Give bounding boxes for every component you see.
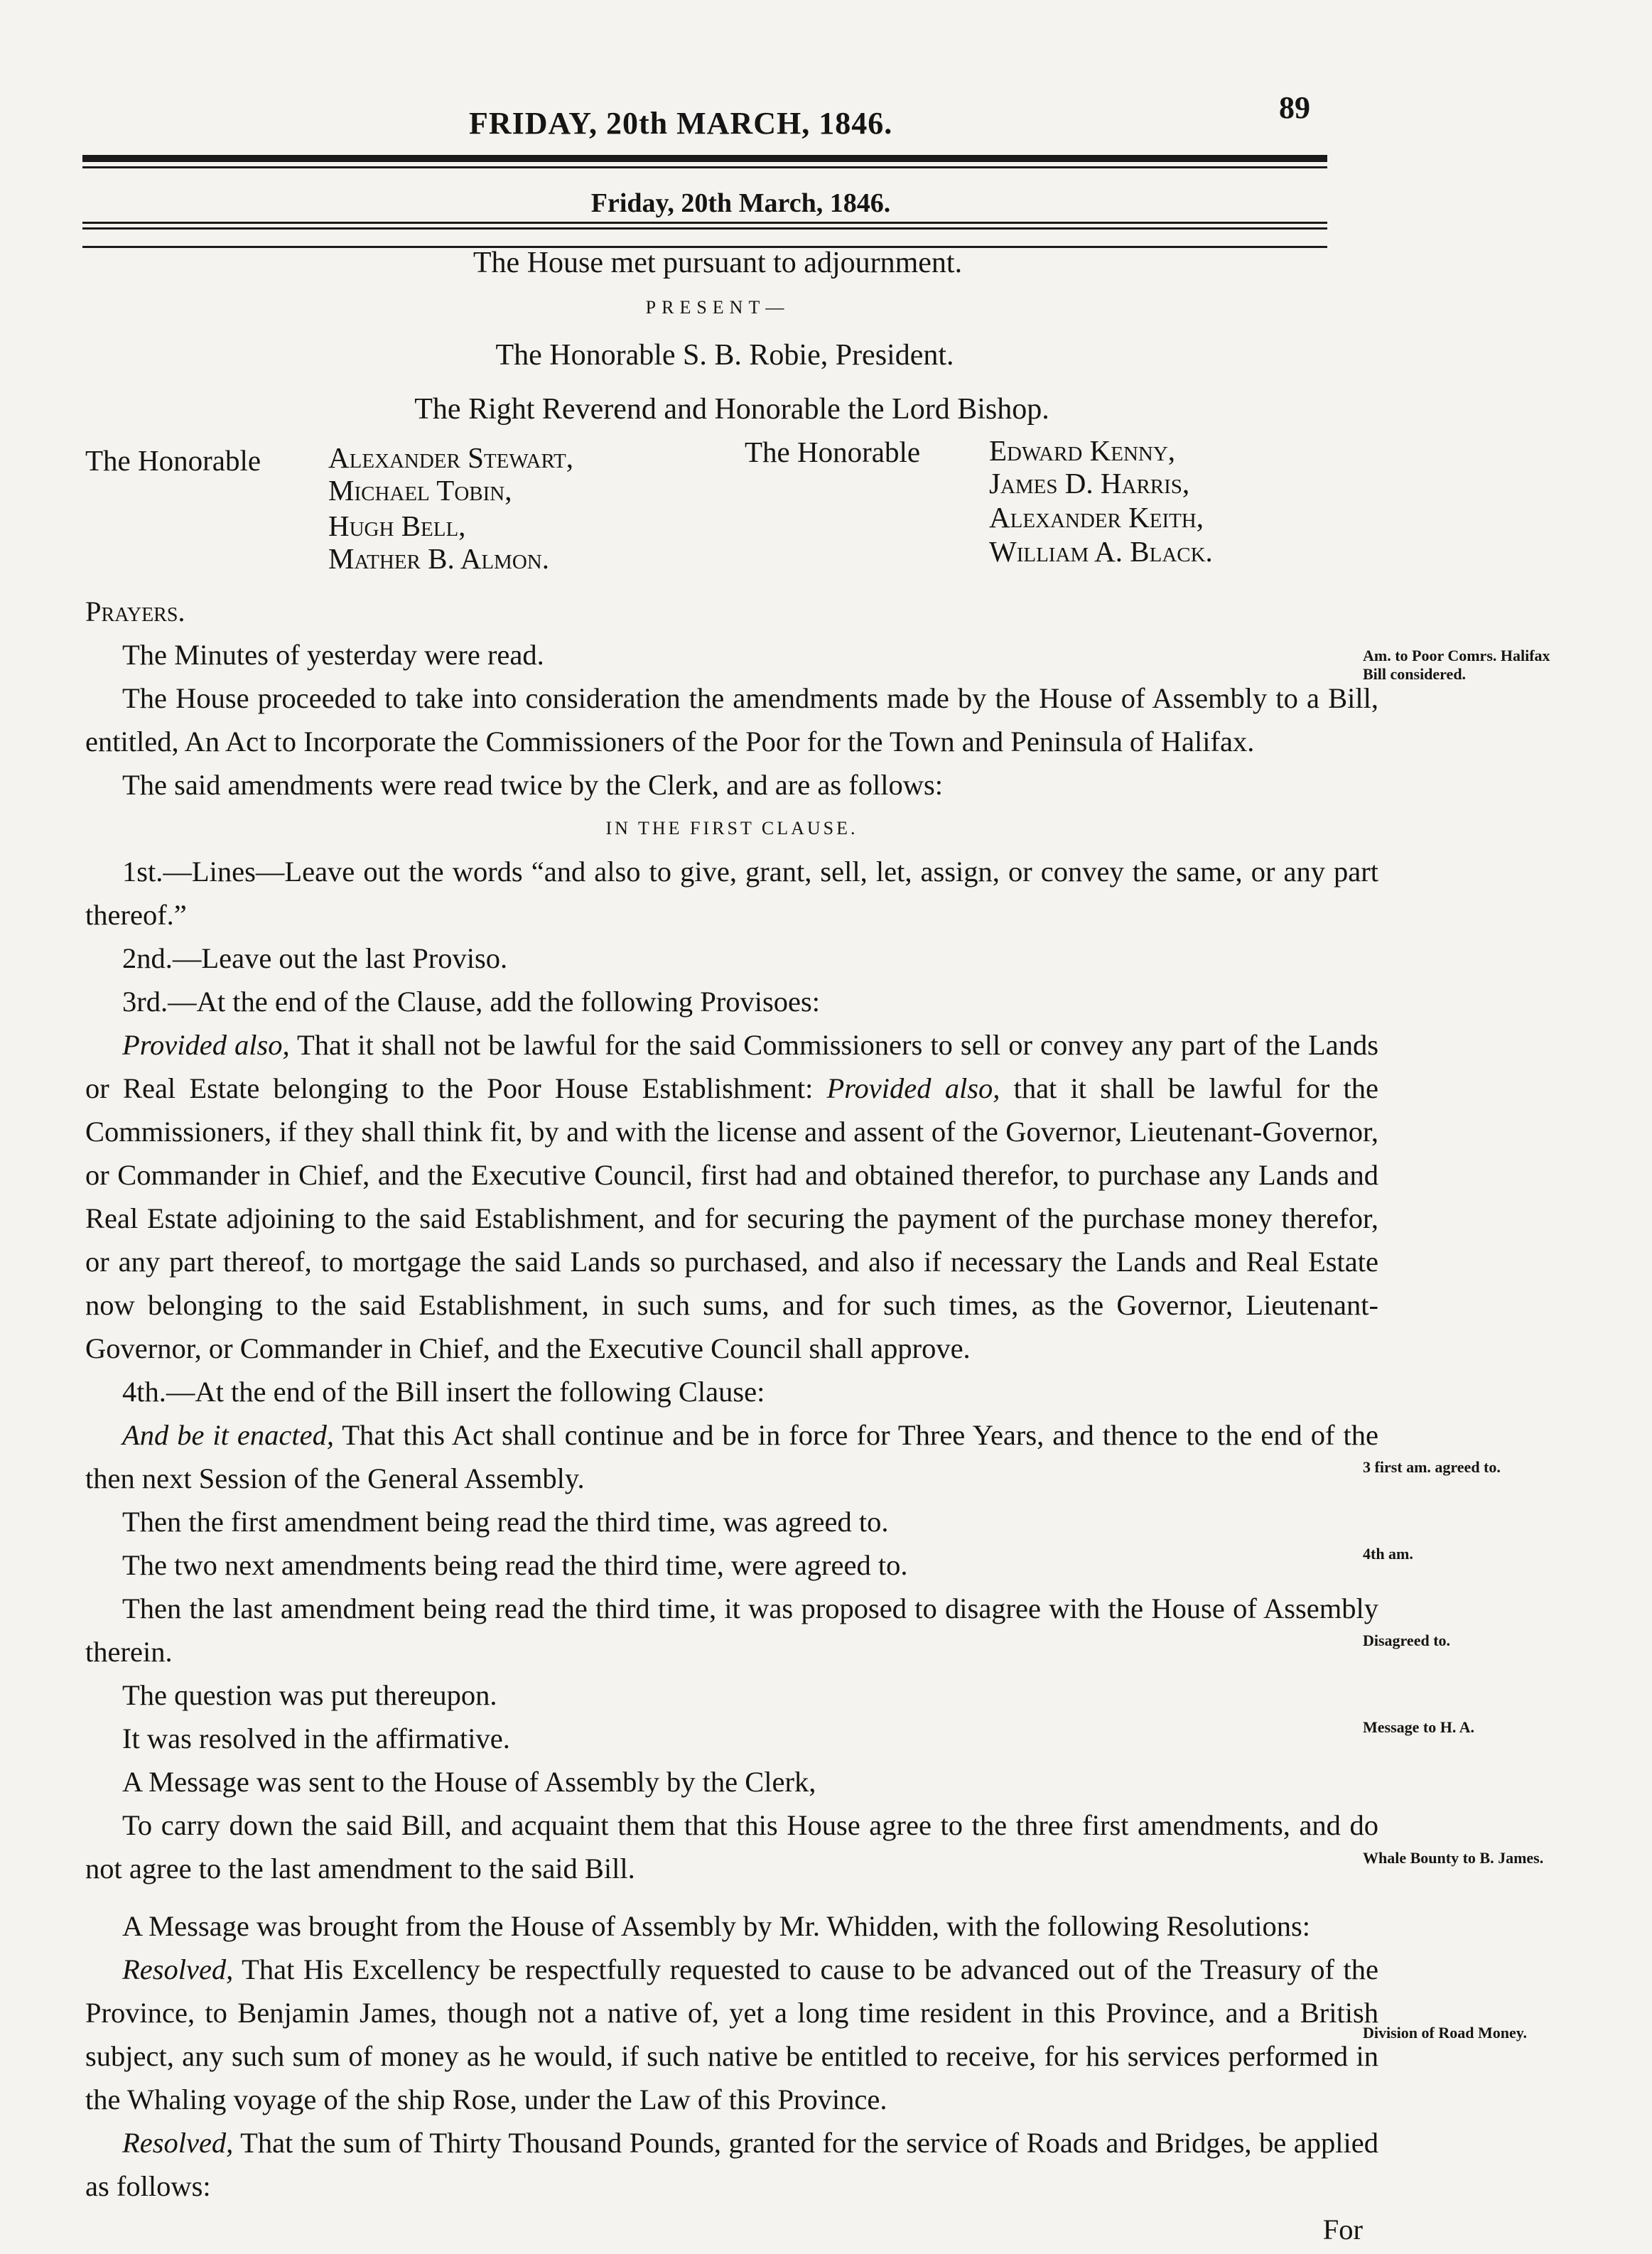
proceedings-body: [85, 590, 1378, 2251]
present-heading: PRESENT—: [645, 297, 790, 318]
member-left-3: Hugh Bell,: [328, 509, 466, 542]
message-from-assembly: A Message was brought from the House of Assembly by Mr. Whidden, with the following Resolutions:: [122, 1910, 1310, 1942]
running-head: FRIDAY, 20th MARCH, 1846.: [469, 106, 893, 141]
member-right-1: Edward Kenny,: [989, 434, 1176, 467]
date-rule-1: [82, 222, 1327, 224]
two-next-amendments-agreed: The two next amendments being read the third time, were agreed to.: [122, 1549, 908, 1581]
catchword: For: [1322, 2213, 1363, 2245]
margin-note-4th-am: 4th am.: [1363, 1545, 1413, 1563]
margin-note-first-am: 3 first am. agreed to.: [1363, 1458, 1501, 1476]
carry-down-bill: To carry down the said Bill, and acquaint them that this House agree to the three first amendments, and do not agree to the last amendment to the said Bill.: [85, 1809, 1378, 1884]
resolution-text-1: That His Excellency be respectfully requested to cause to be advanced out of the Treasury of the Province, to Benjamin James, though not a native of, yet a long time resident in this Province, and a British subject, any such sum of money as he would, if such native be entitled to receive, for his services performed in the Whaling voyage of the ship Rose, under the Law of this Province.: [85, 1953, 1378, 2115]
first-clause-heading: IN THE FIRST CLAUSE.: [605, 818, 858, 838]
page-number: 89: [1279, 90, 1310, 125]
amendment-1: 1st.—Lines—Leave out the words “and also to give, grant, sell, let, assign, or convey the same, or any part thereof.”: [85, 856, 1378, 931]
margin-note-road-money: Division of Road Money.: [1363, 2024, 1528, 2042]
proviso-text-2: that it shall be lawful for the Commissioners, if they shall think fit, by and with the license and assent of the Governor, Lieutenant-Governor, or Commander in Chief, and the Executive Council, first had and obtained therefor, to purchase any Lands and Real Estate adjoining to the said Establishment, and for securing the payment of the purchase money therefor, or any part thereof, to mortgage the said Lands so purchased, and also if necessary the Lands and Real Estate now belonging to the said Establishment, in such sums, and for such times, as the Governor, Lieutenant-Governor, or Commander in Chief, and the Executive Council shall approve.: [85, 1072, 1378, 1364]
member-right-3: Alexander Keith,: [989, 501, 1204, 534]
proviso-text-1: That it shall not be lawful for the said Commissioners to sell or convey any part of the Lands or Real Estate belonging to the Poor House Establishment:: [85, 1029, 1378, 1104]
amendment-3: 3rd.—At the end of the Clause, add the following Provisoes:: [122, 986, 820, 1018]
members-left-prefix: The Honorable: [85, 444, 261, 477]
prayers: Prayers.: [85, 595, 185, 627]
amendments-read-paragraph: The said amendments were read twice by the Clerk, and are as follows:: [122, 769, 943, 801]
bishop-line: The Right Reverend and Honorable the Lord Bishop.: [414, 393, 1049, 426]
header-rule-thick: [82, 155, 1327, 162]
enactment-text: That this Act shall continue and be in force for Three Years, and thence to the end of the then next Session of the General Assembly.: [85, 1419, 1378, 1494]
provided-also-1: Provided also,: [122, 1029, 290, 1061]
president-line: The Honorable S. B. Robie, President.: [495, 339, 954, 372]
minutes-paragraph: The Minutes of yesterday were read.: [122, 639, 544, 671]
question-put: The question was put thereupon.: [122, 1679, 497, 1711]
members-right-prefix: The Honorable: [745, 436, 921, 468]
member-left-2: Michael Tobin,: [328, 474, 512, 507]
amendment-2: 2nd.—Leave out the last Proviso.: [122, 942, 508, 974]
enactment-paragraph: [85, 1413, 1378, 1500]
margin-note-message: Message to H. A.: [1363, 1718, 1475, 1736]
amendments-consideration-paragraph: The House proceeded to take into consideration the amendments made by the House of Assembly to a Bill, entitled, An Act to Incorporate the Commissioners of the Poor for the Town and Peninsula of Halifax.: [85, 682, 1378, 757]
margin-note-whale-bounty: Whale Bounty to B. James.: [1363, 1849, 1544, 1867]
amendment-4: 4th.—At the end of the Bill insert the following Clause:: [122, 1376, 765, 1408]
member-left-1: Alexander Stewart,: [328, 441, 574, 474]
resolution-road-money: [85, 2121, 1378, 2208]
member-right-2: James D. Harris,: [989, 467, 1190, 500]
house-met-line: The House met pursuant to adjournment.: [473, 247, 963, 279]
member-right-4: William A. Black.: [989, 535, 1213, 568]
resolution-text-2: That the sum of Thirty Thousand Pounds, granted for the service of Roads and Bridges, be applied as follows:: [85, 2127, 1378, 2202]
last-amendment-proposal: Then the last amendment being read the third time, it was proposed to disagree with the House of Assembly therein.: [85, 1592, 1378, 1668]
resolved-1: Resolved,: [122, 1953, 234, 1985]
provisoes-paragraph: [85, 1023, 1378, 1370]
resolved-affirmative: It was resolved in the affirmative.: [122, 1722, 510, 1754]
be-it-enacted: And be it enacted,: [122, 1419, 334, 1451]
header-rule-thin: [82, 166, 1327, 168]
date-heading: Friday, 20th March, 1846.: [590, 188, 891, 218]
resolution-whale-bounty: [85, 1948, 1378, 2121]
message-sent: A Message was sent to the House of Assembly by the Clerk,: [122, 1766, 816, 1798]
date-rule-2: [82, 227, 1327, 230]
margin-note-disagreed: Disagreed to.: [1363, 1632, 1451, 1649]
first-amendment-agreed: Then the first amendment being read the third time, was agreed to.: [122, 1506, 889, 1538]
provided-also-2: Provided also,: [826, 1072, 1000, 1104]
member-left-4: Mather B. Almon.: [328, 542, 549, 575]
resolved-2: Resolved,: [122, 2127, 234, 2159]
margin-note-poor-comrs: Am. to Poor Comrs. Halifax Bill considered.: [1363, 647, 1550, 683]
